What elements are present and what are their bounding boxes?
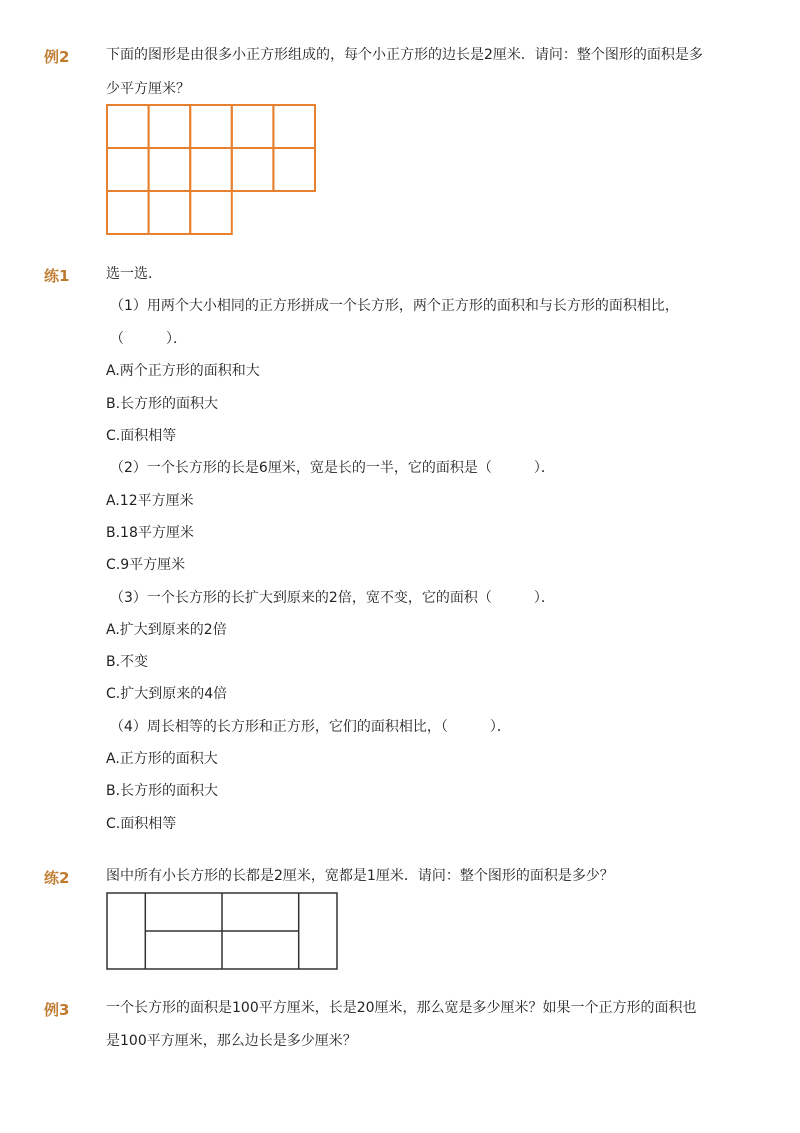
example3-label: 例3 xyxy=(44,1001,70,1019)
grid-square xyxy=(190,105,232,148)
question3-option-b: B.不变 xyxy=(106,654,149,670)
grid-square xyxy=(149,105,191,148)
grid-square xyxy=(107,105,149,148)
question1-option-b: B.长方形的面积大 xyxy=(106,396,219,412)
grid-square xyxy=(149,148,191,191)
question1-stem-blank: （ ）． xyxy=(110,331,187,347)
question4-option-c: C.面积相等 xyxy=(106,816,177,832)
question4-option-a: A.正方形的面积大 xyxy=(106,751,218,767)
grid-square xyxy=(273,148,315,191)
question2-option-c: C.9平方厘米 xyxy=(106,557,186,573)
practice1-label: 练1 xyxy=(44,267,70,285)
question4-stem: （4）周长相等的长方形和正方形，它们的面积相比，（ ）． xyxy=(110,719,511,735)
grid-square xyxy=(232,148,274,191)
question2-option-a: A.12平方厘米 xyxy=(106,493,194,509)
practice2-rectangle-figure xyxy=(106,892,340,972)
question4-option-b: B.长方形的面积大 xyxy=(106,783,219,799)
grid-square xyxy=(190,148,232,191)
example2-label: 例2 xyxy=(44,48,70,66)
example3-text-line2: 是100平方厘米，那么边长是多少厘米？ xyxy=(106,1033,357,1049)
grid-square xyxy=(232,105,274,148)
practice1-intro: 选一选． xyxy=(106,266,162,282)
example2-text-line1: 下面的图形是由很多小正方形组成的，每个小正方形的边长是2厘米．请问：整个图形的面积是多 xyxy=(106,47,703,63)
question3-option-a: A.扩大到原来的2倍 xyxy=(106,622,227,638)
grid-square xyxy=(107,191,149,234)
grid-square xyxy=(149,191,191,234)
question3-option-c: C.扩大到原来的4倍 xyxy=(106,686,228,702)
example3-text-line1: 一个长方形的面积是100平方厘米，长是20厘米，那么宽是多少厘米？如果一个正方形的面积也 xyxy=(106,1000,697,1016)
grid-square xyxy=(273,105,315,148)
practice2-label: 练2 xyxy=(44,869,70,887)
question2-stem: （2）一个长方形的长是6厘米，宽是长的一半，它的面积是（ ）． xyxy=(110,460,555,476)
question1-option-c: C.面积相等 xyxy=(106,428,177,444)
example2-square-grid xyxy=(106,104,316,239)
question3-stem: （3）一个长方形的长扩大到原来的2倍，宽不变，它的面积（ ）． xyxy=(110,590,555,606)
grid-square xyxy=(190,191,232,234)
practice2-text: 图中所有小长方形的长都是2厘米，宽都是1厘米．请问：整个图形的面积是多少？ xyxy=(106,868,614,884)
question1-option-a: A.两个正方形的面积和大 xyxy=(106,363,260,379)
grid-square xyxy=(107,148,149,191)
example2-text-line2: 少平方厘米？ xyxy=(106,81,190,97)
question1-stem: （1）用两个大小相同的正方形拼成一个长方形，两个正方形的面积和与长方形的面积相比， xyxy=(110,298,679,314)
question2-option-b: B.18平方厘米 xyxy=(106,525,194,541)
